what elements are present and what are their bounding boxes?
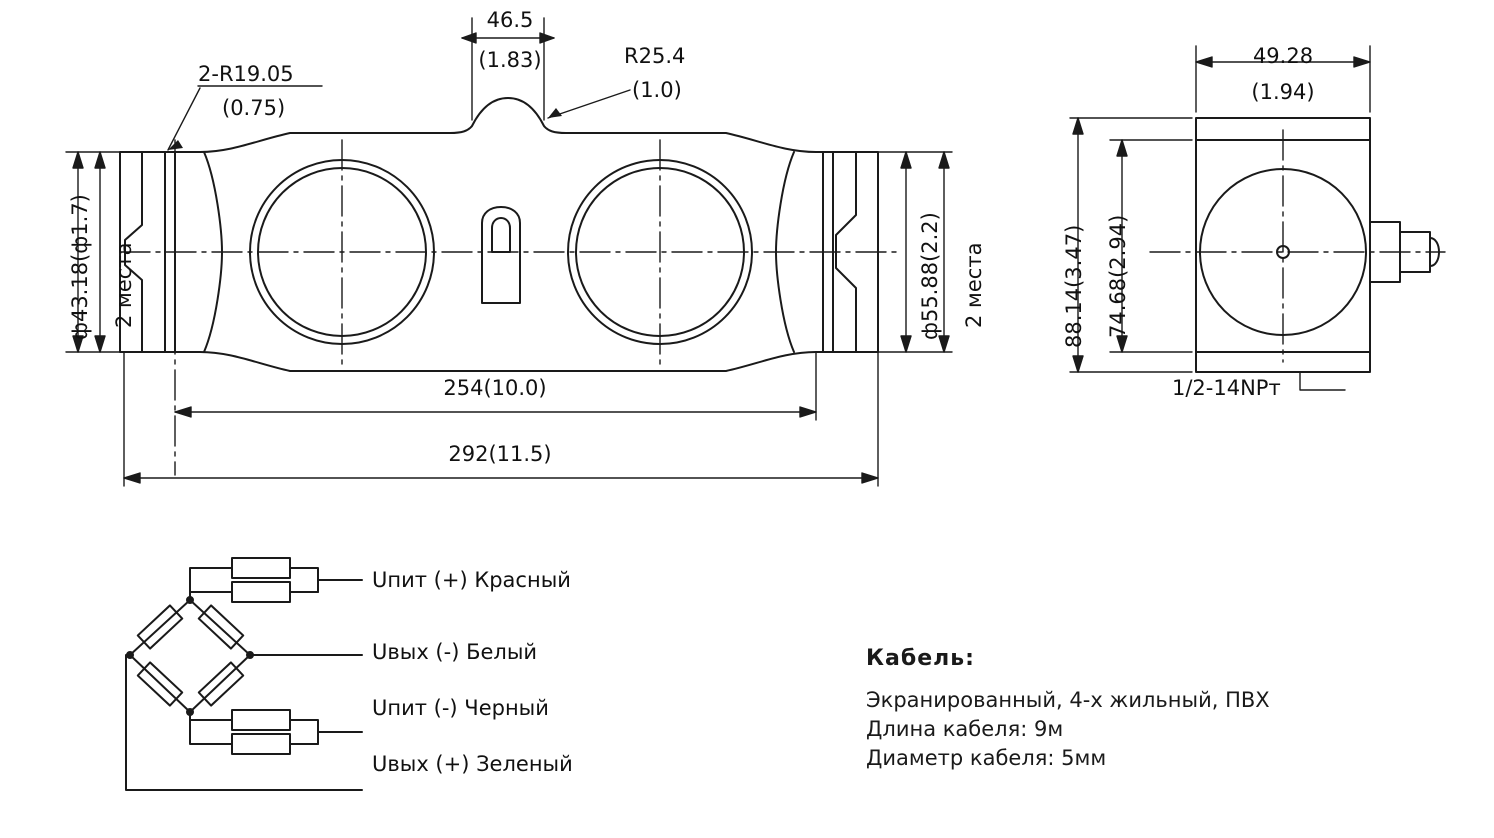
dim-label-end-height-inner: 74.68(2.94) xyxy=(1106,214,1130,338)
dim-label-corner-radius: 2-R19.05 xyxy=(198,62,294,86)
end-view-body xyxy=(1196,118,1439,372)
dim-label-end-height-total: 88.14(3.47) xyxy=(1062,224,1086,348)
dim-label-left-hole-dia: ф43.18(ф1.7) xyxy=(68,194,92,340)
dim-label-right-hole-dia: ф55.88(2.2) xyxy=(918,212,942,340)
dim-label-end-width-inch: (1.94) xyxy=(1251,80,1315,104)
dim-label-top-notch-inch: (1.83) xyxy=(478,48,542,72)
cable-line-1: Экранированный, 4-х жильный, ПВХ xyxy=(866,688,1270,712)
cable-heading: Кабель: xyxy=(866,646,975,671)
dim-label-thread: 1/2-14NPт xyxy=(1172,376,1281,400)
dim-label-top-radius-inch: (1.0) xyxy=(632,78,682,102)
wiring-label-excitation-negative: Uпит (-) Черный xyxy=(372,696,549,720)
dim-label-right-hole-qty: 2 места xyxy=(962,242,986,328)
dim-label-length-inner: 254(10.0) xyxy=(395,376,595,401)
dim-label-left-hole-qty: 2 места xyxy=(112,242,136,328)
wiring-label-excitation-positive: Uпит (+) Красный xyxy=(372,568,571,592)
cable-line-3: Диаметр кабеля: 5мм xyxy=(866,746,1107,770)
leader-thread xyxy=(1300,372,1345,390)
dim-label-top-notch-mm: 46.5 xyxy=(486,8,534,32)
dim-label-length-total: 292(11.5) xyxy=(395,442,605,467)
cable-line-2: Длина кабеля: 9м xyxy=(866,717,1064,741)
wiring-bridge xyxy=(126,558,362,790)
dim-label-corner-radius-inch: (0.75) xyxy=(222,96,286,120)
side-view-body-outline xyxy=(165,98,833,371)
wiring-label-signal-positive: Uвых (+) Зеленый xyxy=(372,752,573,776)
side-view-center-feature xyxy=(482,207,520,303)
wiring-label-signal-negative: Uвых (-) Белый xyxy=(372,640,538,664)
leader-r19 xyxy=(168,88,200,150)
dim-end-heights xyxy=(1070,118,1192,372)
dim-label-end-width: 49.28 xyxy=(1252,44,1314,68)
dim-label-top-radius: R25.4 xyxy=(624,44,686,68)
